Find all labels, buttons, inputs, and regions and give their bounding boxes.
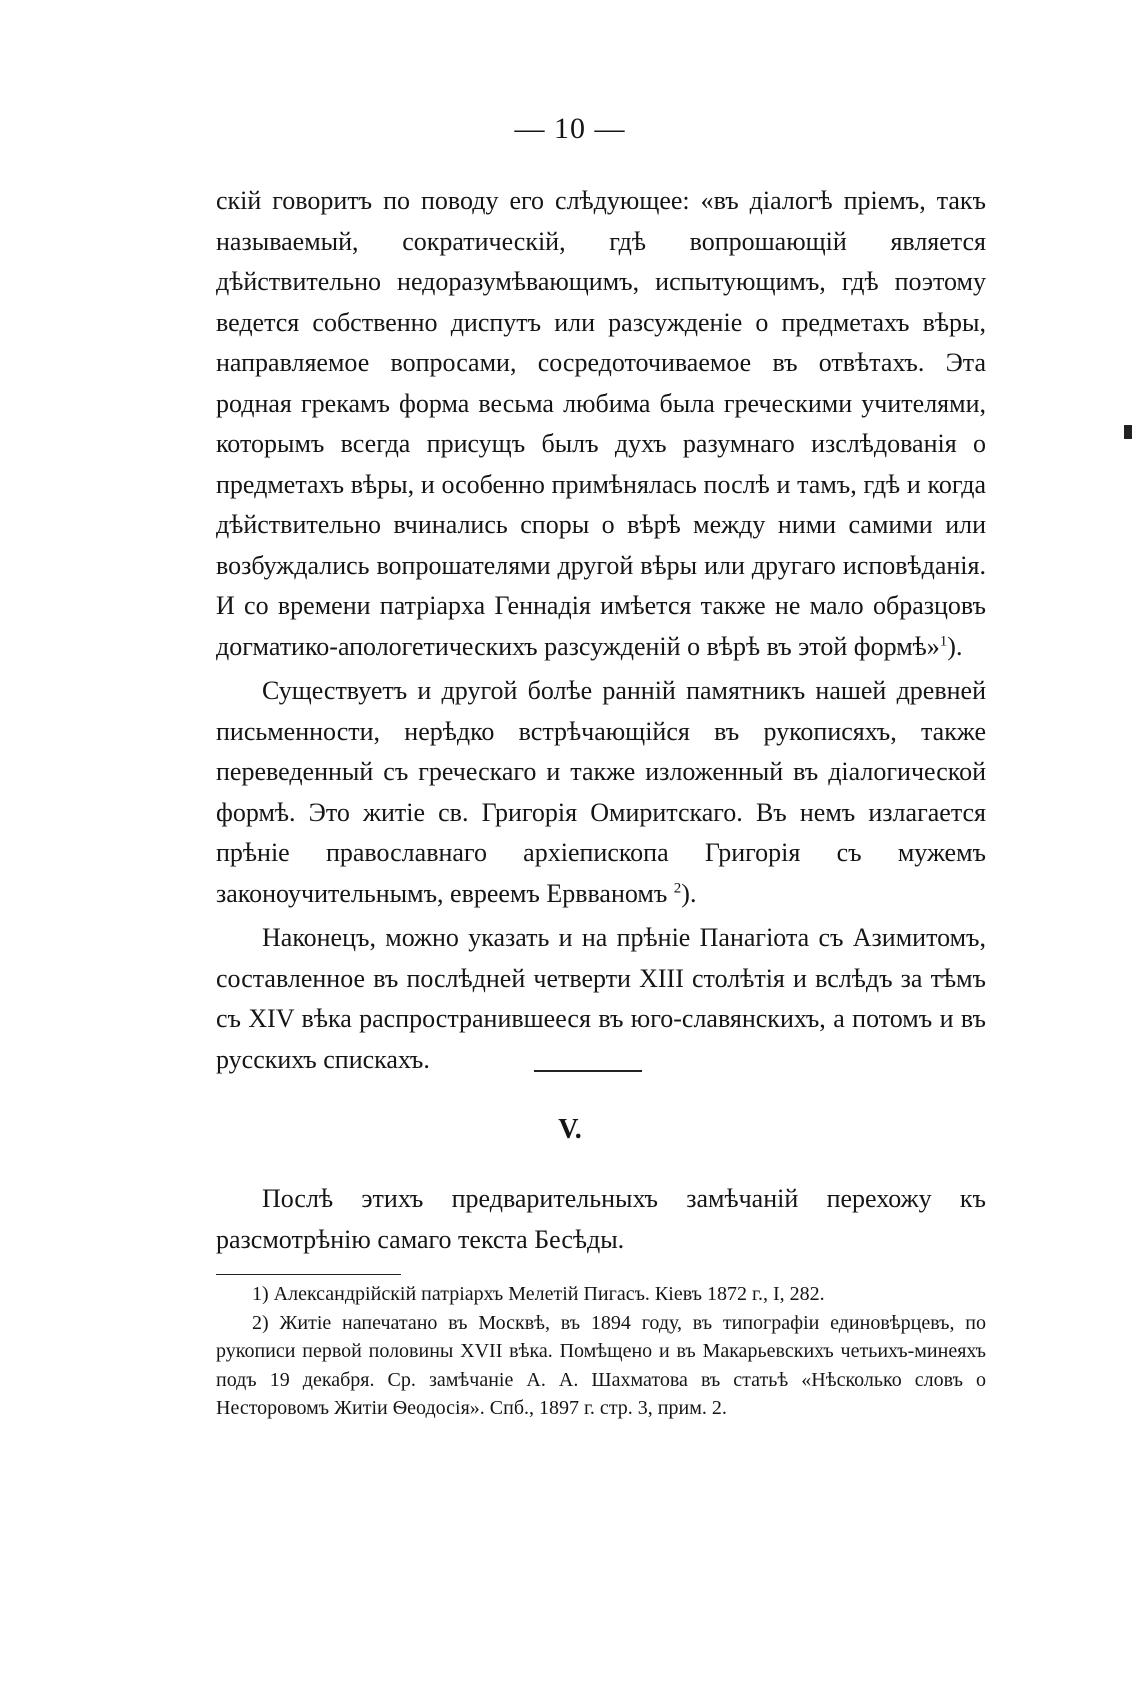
section-text [216,1178,986,1260]
scan-edge-mark [1124,425,1132,439]
paragraph-1 [216,181,986,667]
main-text [216,181,986,1080]
paragraph-1-text: скій говоритъ по поводу его слѣдующее: «въ діалогѣ пріемъ, такъ называемый, сократическій, гдѣ вопрошающій является дѣйствительно недоразумѣвающимъ, испытующимъ, гдѣ поэтому ведется собственно диспутъ или разсужденіе о предметахъ вѣры, направляемое вопросами, сосредоточиваемое въ отвѣтахъ. Эта родная грекамъ форма весьма любима была греческими учителями, которымъ всегда присущъ былъ духъ разумнаго изслѣдованія о предметахъ вѣры, и особенно примѣнялась послѣ и тамъ, гдѣ и когда дѣйствительно вчинались споры о вѣрѣ между ними самими или возбуждались вопрошателями другой вѣры или другаго исповѣданія. И со времени патріарха Геннадія имѣется также не мало образцовъ догматико-апологетическихъ разсужденій о вѣрѣ въ этой формѣ» [216,186,986,661]
footnote-divider [216,1274,401,1275]
section-paragraph: Послѣ этихъ предварительныхъ замѣчаній перехожу къ разсмотрѣнію самаго текста Бесѣды. [216,1184,986,1254]
footnote-1: 1) Александрійскій патріархъ Мелетій Пигасъ. Кіевъ 1872 г., I, 282. [252,1283,825,1305]
paragraph-1-end: ). [947,631,963,661]
footnotes [216,1280,986,1423]
paragraph-3: Наконецъ, можно указать и на прѣніе Панагіота съ Азимитомъ, составленное въ послѣдней четверти XIII столѣтія и вслѣдъ за тѣмъ съ XIV вѣка распространившееся въ юго-славянскихъ, а потомъ и въ русскихъ спискахъ. [216,923,986,1074]
paragraph-2 [216,671,986,914]
footnote-ref-1: 1 [939,632,948,649]
paragraph-2-text: Существуетъ и другой болѣе ранній памятникъ нашей древней письменности, нерѣдко встрѣчающійся въ рукописяхъ, также переведенный съ греческаго и также изложенный въ діалогической формѣ. Это житіе св. Григорія Омиритскаго. Въ немъ излагается прѣніе православнаго архіепископа Григорія съ мужемъ законоучительнымъ, евреемъ Ервваномъ [216,676,986,908]
footnote-2: 2) Житіе напечатано въ Москвѣ, въ 1894 году, въ типографіи единовѣрцевъ, по рукописи первой половины XVII вѣка. Помѣщено и въ Макарьевскихъ четьихъ-минеяхъ подъ 19 декабря. Ср. замѣчаніе А. А. Шахматова въ статьѣ «Нѣсколько словъ о Несторовомъ Житіи Ѳеодосія». Спб., 1897 г. стр. 3, прим. 2. [216,1311,986,1419]
section-divider [534,1070,642,1072]
paragraph-2-end: ). [681,878,697,908]
section-heading: V. [558,1114,582,1145]
page-number: — 10 — [514,112,626,145]
footnote-ref-2: 2 [673,879,682,896]
